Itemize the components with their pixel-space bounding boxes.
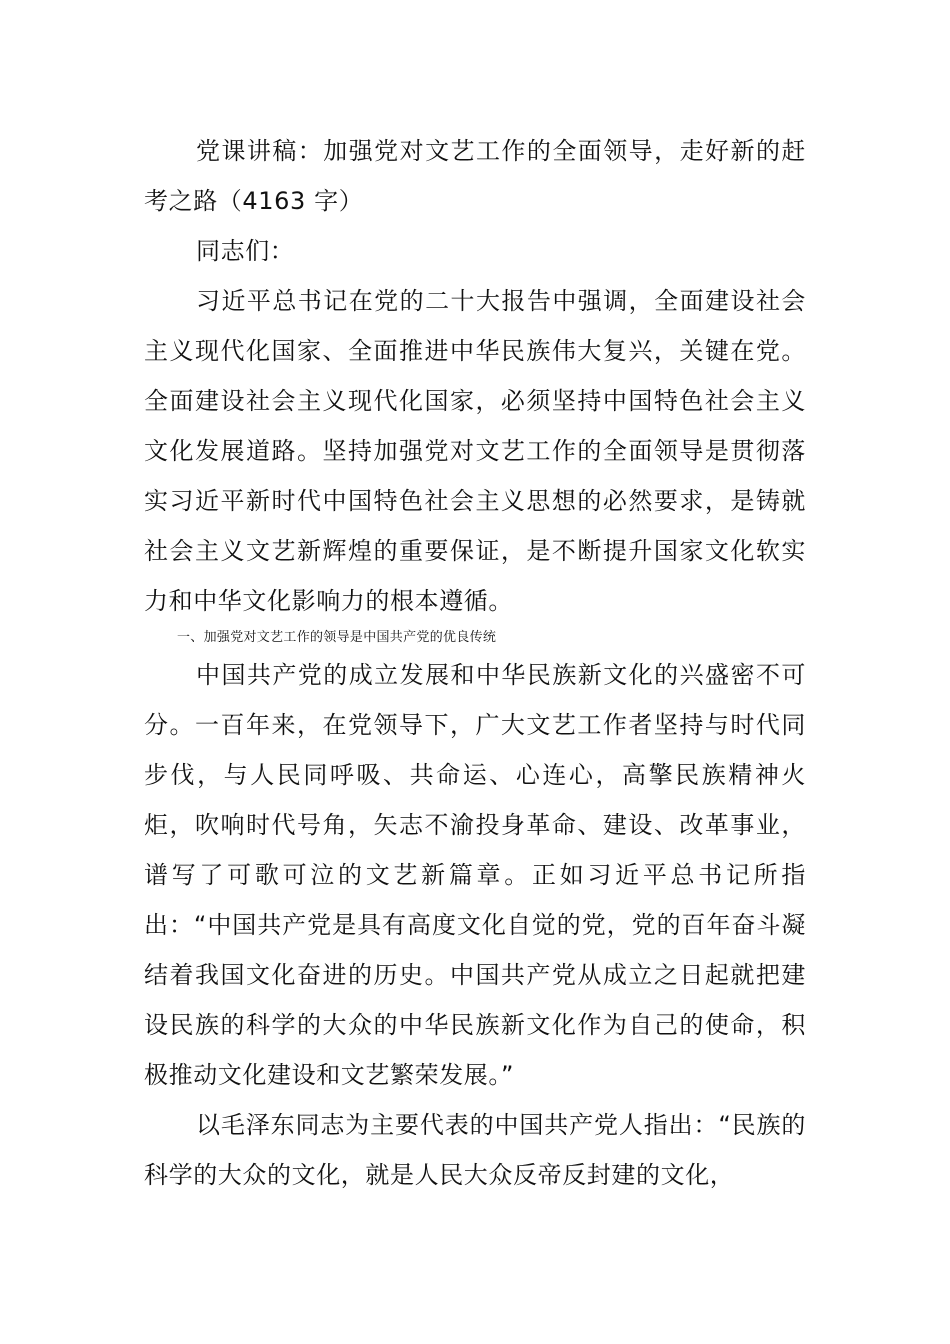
salutation: 同志们： bbox=[196, 237, 295, 265]
document-body bbox=[144, 126, 806, 1200]
document-title: 党课讲稿：加强党对文艺工作的全面领导，走好新的赶考之路（4163 字） bbox=[144, 137, 806, 215]
body-paragraph: 中国共产党的成立发展和中华民族新文化的兴盛密不可分。一百年来，在党领导下，广大文艺工作者坚持与时代同步伐，与人民同呼吸、共命运、心连心，高擎民族精神火炬，吹响时代号角，矢志不渝投身革命、建设、改革事业，谱写了可歌可泣的文艺新篇章。正如习近平总书记所指出：“中国共产党是具有高度文化自觉的党，党的百年奋斗凝结着我国文化奋进的历史。中国共产党从成立之日起就把建设民族的科学的大众的中华民族新文化作为自己的使命，积极推动文化建设和文艺繁荣发展。” bbox=[144, 661, 806, 1089]
section-heading: 一、加强党对文艺工作的领导是中国共产党的优良传统 bbox=[177, 630, 497, 645]
intro-paragraph: 习近平总书记在党的二十大报告中强调，全面建设社会主义现代化国家、全面推进中华民族伟大复兴，关键在党。全面建设社会主义现代化国家，必须坚持中国特色社会主义文化发展道路。坚持加强党对文艺工作的全面领导是贯彻落实习近平新时代中国特色社会主义思想的必然要求，是铸就社会主义文艺新辉煌的重要保证，是不断提升国家文化软实力和中华文化影响力的根本遵循。 bbox=[144, 287, 806, 615]
body-paragraph: 以毛泽东同志为主要代表的中国共产党人指出：“民族的科学的大众的文化，就是人民大众反帝反封建的文化， bbox=[144, 1111, 806, 1189]
